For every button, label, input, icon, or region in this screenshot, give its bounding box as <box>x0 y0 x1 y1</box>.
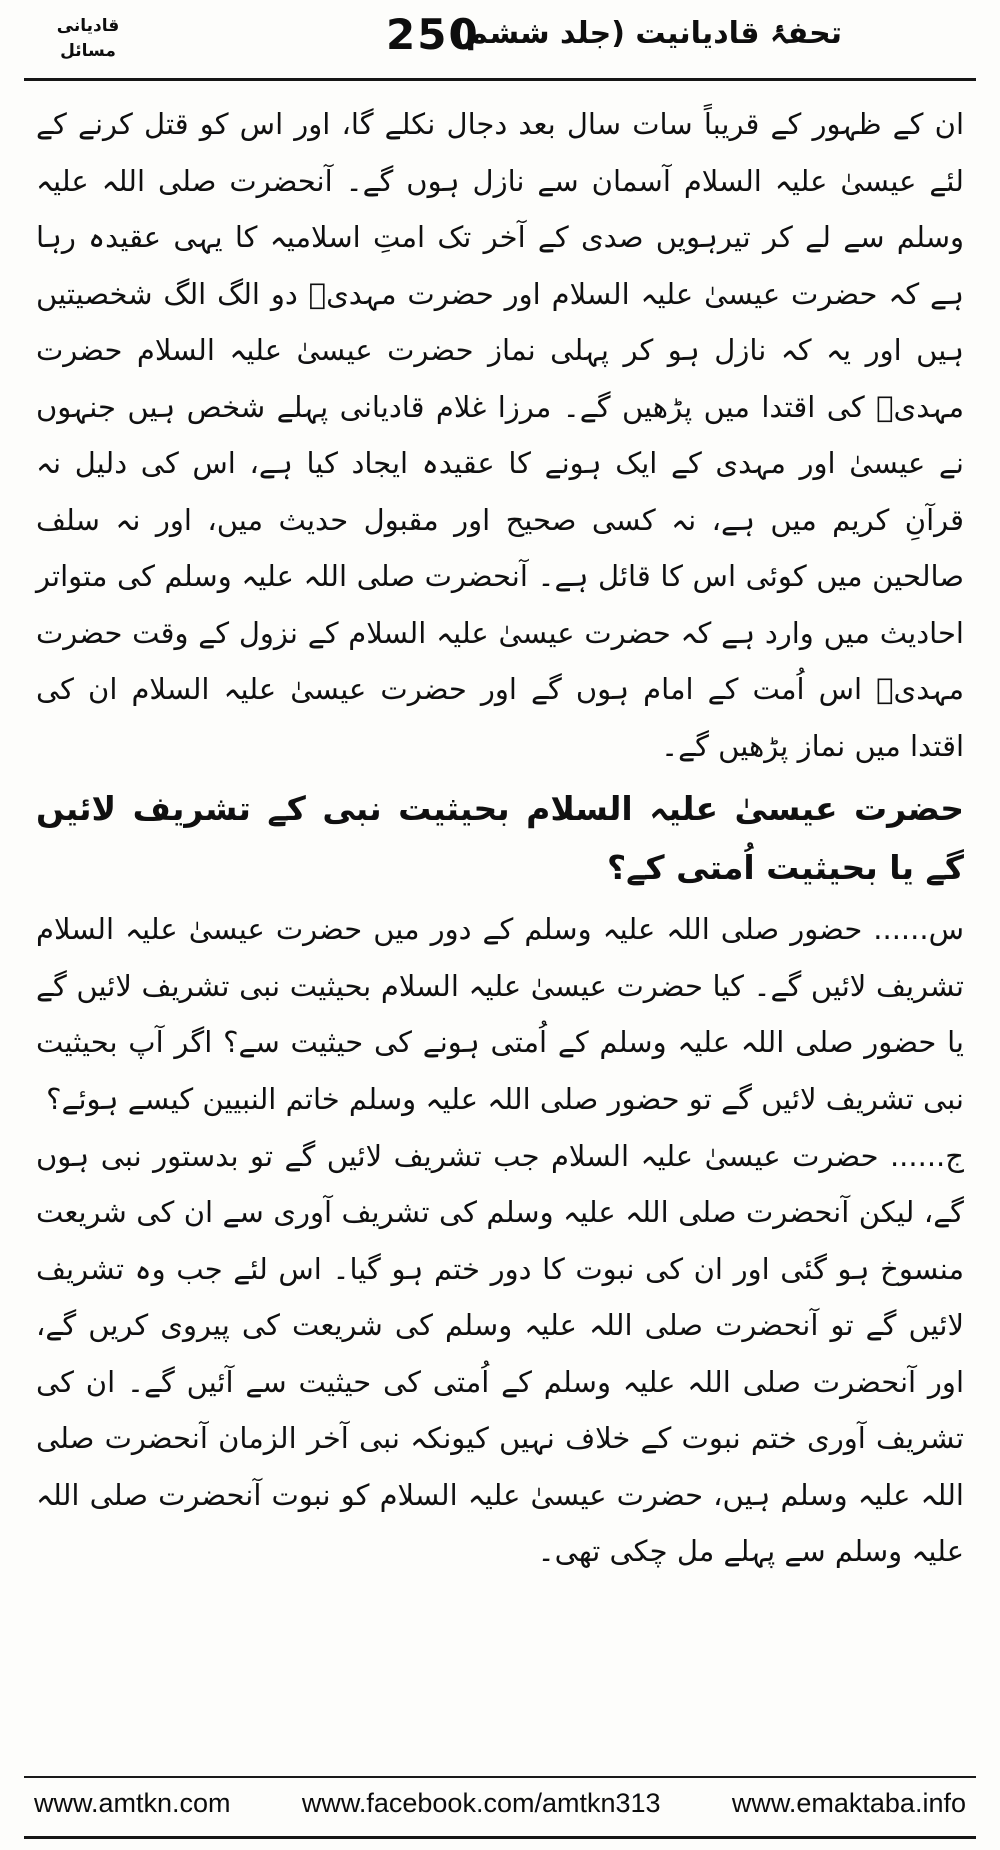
question-paragraph: س...... حضور صلی اللہ علیہ وسلم کے دور میں حضرت عیسیٰ علیہ السلام تشریف لائیں گے۔ کیا حضرت عیسیٰ علیہ السلام بحیثیت نبی تشریف لائیں گے یا حضور صلی اللہ علیہ وسلم کے اُمتی ہونے کی حیثیت سے؟ اگر آپ بحیثیت نبی تشریف لائیں گے تو حضور صلی اللہ علیہ وسلم خاتم النبیین کیسے ہوئے؟ <box>36 912 964 1116</box>
intro-paragraph: ان کے ظہور کے قریباً سات سال بعد دجال نکلے گا، اور اس کو قتل کرنے کے لئے عیسیٰ علیہ السلام آسمان سے نازل ہوں گے۔ آنحضرت صلی اللہ علیہ وسلم سے لے کر تیرہویں صدی کے آخر تک امتِ اسلامیہ کا یہی عقیدہ رہا ہے کہ حضرت عیسیٰ علیہ السلام اور حضرت مہدیؓ دو الگ الگ شخصیتیں ہیں اور یہ کہ نازل ہو کر پہلی نماز حضرت عیسیٰ علیہ السلام حضرت مہدیؓ کی اقتدا میں پڑھیں گے۔ مرزا غلام قادیانی پہلے شخص ہیں جنہوں نے عیسیٰ اور مہدی کے ایک ہونے کا عقیدہ ایجاد کیا ہے، اس کی دلیل نہ قرآنِ کریم میں ہے، نہ کسی صحیح اور مقبول حدیث میں، اور نہ سلف صالحین میں کوئی اس کا قائل ہے۔ آنحضرت صلی اللہ علیہ وسلم کی متواتر احادیث میں وارد ہے کہ حضرت عیسیٰ علیہ السلام کے نزول کے وقت حضرت مہدیؓ اس اُمت کے امام ہوں گے اور حضرت عیسیٰ علیہ السلام ان کی اقتدا میں نماز پڑھیں گے۔ <box>36 107 964 764</box>
header-divider <box>24 78 976 81</box>
footer-divider-bottom <box>24 1836 976 1839</box>
page-number: 250 <box>386 10 480 59</box>
page-header <box>28 8 972 72</box>
header-left-title <box>28 14 148 63</box>
footer-link-facebook: www.facebook.com/amtkn313 <box>301 1788 661 1818</box>
section-heading: حضرت عیسیٰ علیہ السلام بحیثیت نبی کے تشریف لائیں گے یا بحیثیت اُمتی کے؟ <box>36 788 964 887</box>
footer-divider-top <box>24 1776 976 1778</box>
footer-link-amtkn: www.amtkn.com <box>34 1788 231 1818</box>
book-title: تحفۂ قادیانیت (جلد ششم) <box>452 16 842 51</box>
answer-paragraph: ج...... حضرت عیسیٰ علیہ السلام جب تشریف لائیں گے تو بدستور نبی ہوں گے، لیکن آنحضرت صلی اللہ علیہ وسلم کی تشریف آوری سے ان کی شریعت منسوخ ہو گئی اور ان کی نبوت کا دور ختم ہو گیا۔ اس لئے جب وہ تشریف لائیں گے تو آنحضرت صلی اللہ علیہ وسلم کی شریعت کی پیروی کریں گے، اور آنحضرت صلی اللہ علیہ وسلم کے اُمتی کی حیثیت سے آئیں گے۔ ان کی تشریف آوری ختم نبوت کے خلاف نہیں کیونکہ نبی آخر الزمان آنحضرت صلی اللہ علیہ وسلم ہیں، حضرت عیسیٰ علیہ السلام کو نبوت آنحضرت صلی اللہ علیہ وسلم سے پہلے مل چکی تھی۔ <box>36 1138 964 1569</box>
header-left-title-line2: مسائل <box>60 40 116 61</box>
footer-links <box>34 1788 966 1819</box>
header-left-title-line1: قادیانی <box>56 16 120 36</box>
footer-link-emaktaba: www.emaktaba.info <box>731 1788 966 1818</box>
page-body <box>36 96 964 1569</box>
